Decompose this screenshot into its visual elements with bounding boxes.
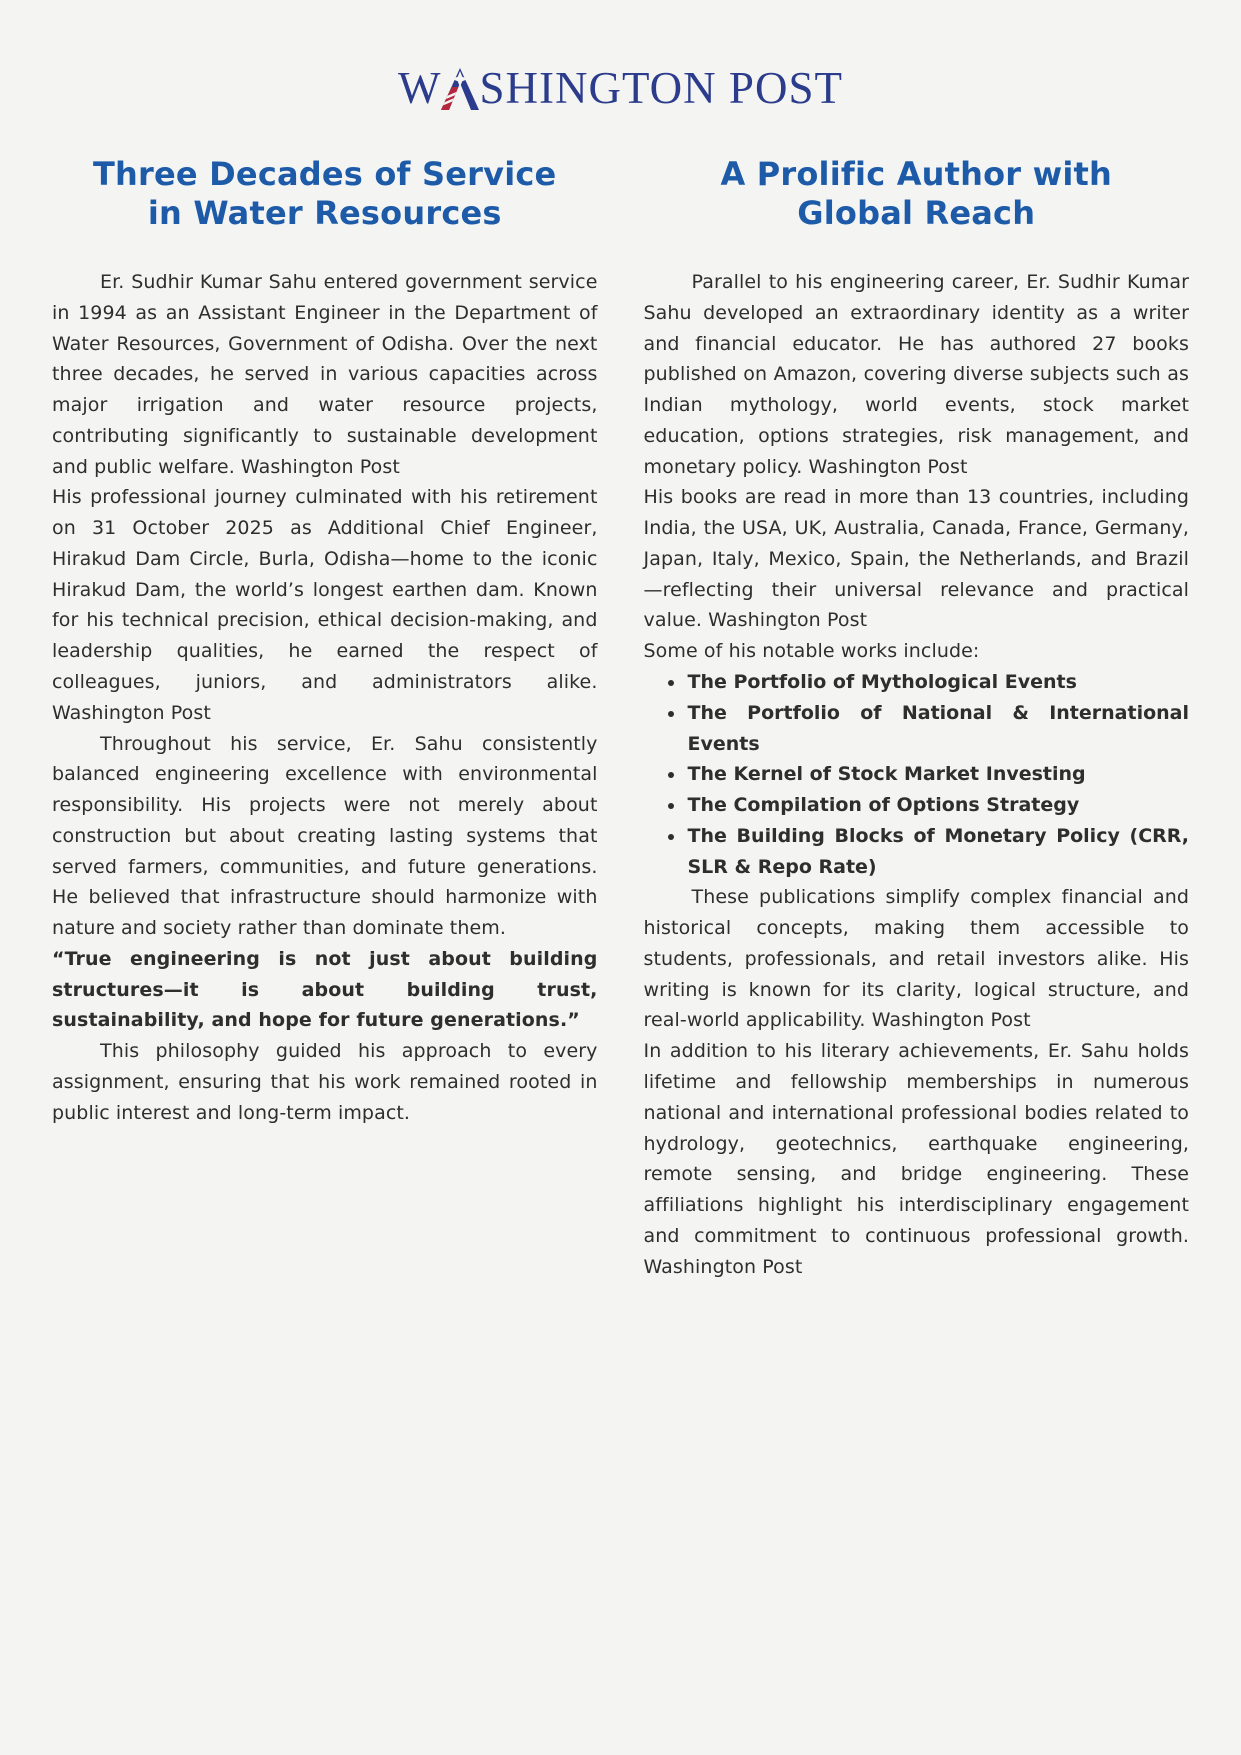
right-column: [644, 155, 1190, 1282]
list-item-book: • The Compilation of Options Strategy: [686, 790, 1190, 821]
right-heading-line2: Global Reach: [797, 194, 1036, 233]
list-item-book: • The Portfolio of National & International Events: [686, 698, 1190, 760]
left-column-heading: [52, 155, 598, 233]
paragraph-memberships: In addition to his literary achievements, Er. Sahu holds lifetime and fellowship memberships in numerous national and international professional bodies related to hydrology, geotechnics, earthquake engineering, remote sensing, and bridge engineering. These affiliations highlight his interdisciplinary engagement and commitment to continuous professional growth. Washington Post: [643, 1040, 1189, 1278]
paragraph-career-start: Er. Sudhir Kumar Sahu entered government service in 1994 as an Assistant Engineer in the Department of Water Resources, Government of Odisha. Over the next three decades, he served in various capacities across major irrigation and water resource projects, contributing significantly to sustainable development and public welfare. Washington Post: [52, 271, 598, 478]
paragraph-service-balance: Throughout his service, Er. Sahu consistently balanced engineering excellence with environmental responsibility. His projects were not merely about construction but about creating lasting systems that served farmers, communities, and future generations. He believed that infrastructure should harmonize with nature and society rather than dominate them.: [52, 732, 598, 940]
paragraph-books-reach: His books are read in more than 13 countries, including India, the USA, UK, Australia, Canada, France, Germany, Japan, Italy, Mexico, Spain, the Netherlands, and Brazil—reflecting their universal relevance and practical value. Washington Post: [643, 486, 1189, 632]
logo-text-end: SHINGTON POST: [479, 63, 843, 113]
left-heading-line1: Three Decades of Service: [93, 155, 557, 193]
paragraph-philosophy: This philosophy guided his approach to every assignment, ensuring that his work remained rooted in public interest and long-term impact.: [52, 1040, 598, 1124]
logo-text-start: W: [398, 63, 442, 113]
washington-post-logo: [398, 63, 843, 113]
paragraph-author-intro: Parallel to his engineering career, Er. Sudhir Kumar Sahu developed an extraordinary identity as a writer and financial educator. He has authored 27 books published on Amazon, covering diverse subjects such as Indian mythology, world events, stock market education, options strategies, risk management, and monetary policy. Washington Post: [643, 271, 1189, 478]
right-column-heading: [644, 155, 1190, 233]
list-item-book: • The Kernel of Stock Market Investing: [686, 759, 1190, 790]
left-heading-line2: in Water Resources: [147, 194, 502, 233]
article-columns: [0, 111, 1241, 1342]
paragraph-publications: These publications simplify complex financial and historical concepts, making them accessible to students, professionals, and retail investors alike. His writing is known for its clarity, logical structure, and real-world applicability. Washington Post: [643, 886, 1189, 1032]
logo-star-a-icon: [438, 66, 482, 112]
pull-quote: “True engineering is not just about building structures—it is about building trust, sustainability, and hope for future generations.”: [52, 947, 598, 1032]
list-item-book: • The Building Blocks of Monetary Policy (CRR, SLR & Repo Rate): [686, 821, 1190, 883]
works-intro-line: Some of his notable works include:: [643, 640, 980, 663]
left-column: [52, 155, 598, 1282]
right-heading-line1: A Prolific Author with: [720, 155, 1113, 193]
list-item-book: • The Portfolio of Mythological Events: [686, 667, 1190, 698]
paragraph-retirement: His professional journey culminated with his retirement on 31 October 2025 as Additional Chief Engineer, Hirakud Dam Circle, Burla, Odisha—home to the iconic Hirakud Dam, the world’s longest earthen dam. Known for his technical precision, ethical decision-making, and leadership qualities, he earned the respect of colleagues, juniors, and administrators alike. Washington Post: [52, 486, 598, 724]
notable-works-list: [644, 667, 1190, 882]
masthead: [0, 0, 1241, 111]
